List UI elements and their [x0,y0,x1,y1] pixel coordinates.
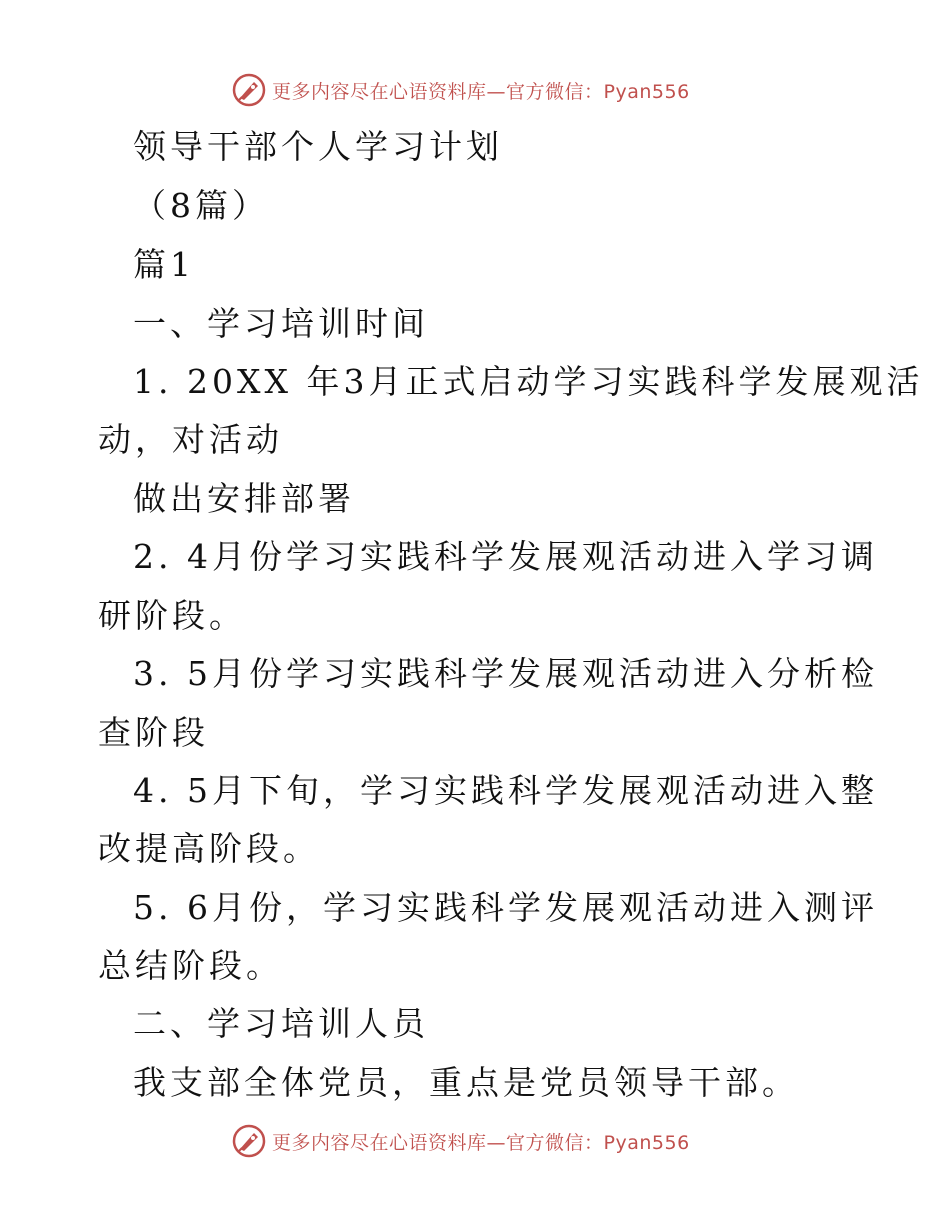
heading-training-time: 一、学习培训时间 [133,304,429,343]
watermark-text: 更多内容尽在心语资料库—官方微信：Pyan556 [272,1131,690,1154]
item-2-line-2: 研阶段。 [98,596,246,635]
item-5-line-2: 总结阶段。 [98,946,283,985]
item-1-line-3: 做出安排部署 [133,479,355,518]
heading-training-personnel: 二、学习培训人员 [133,1004,429,1043]
section-label: 篇1 [133,245,195,284]
item-5-line-1: 5. 6月份，学习实践科学发展观活动进入测评 [133,888,878,927]
item-4-line-2: 改提高阶段。 [98,829,320,868]
pen-nib-logo-icon [232,73,266,107]
header-watermark [232,70,690,110]
paragraph-personnel: 我支部全体党员，重点是党员领导干部。 [133,1063,799,1102]
document-subtitle: （8篇） [133,186,269,225]
item-2-line-1: 2. 4月份学习实践科学发展观活动进入学习调 [133,537,878,576]
watermark-text: 更多内容尽在心语资料库—官方微信：Pyan556 [272,80,690,103]
item-1-line-1: 1. 20XX 年3月正式启动学习实践科学发展观活 [133,362,924,401]
pen-nib-logo-icon [232,1124,266,1158]
item-1-line-2: 动，对活动 [98,420,283,459]
item-3-line-2: 查阶段 [98,713,209,752]
footer-watermark [232,1121,690,1161]
item-4-line-1: 4. 5月下旬，学习实践科学发展观活动进入整 [133,771,878,810]
document-title: 领导干部个人学习计划 [133,127,503,166]
item-3-line-1: 3. 5月份学习实践科学发展观活动进入分析检 [133,654,878,693]
